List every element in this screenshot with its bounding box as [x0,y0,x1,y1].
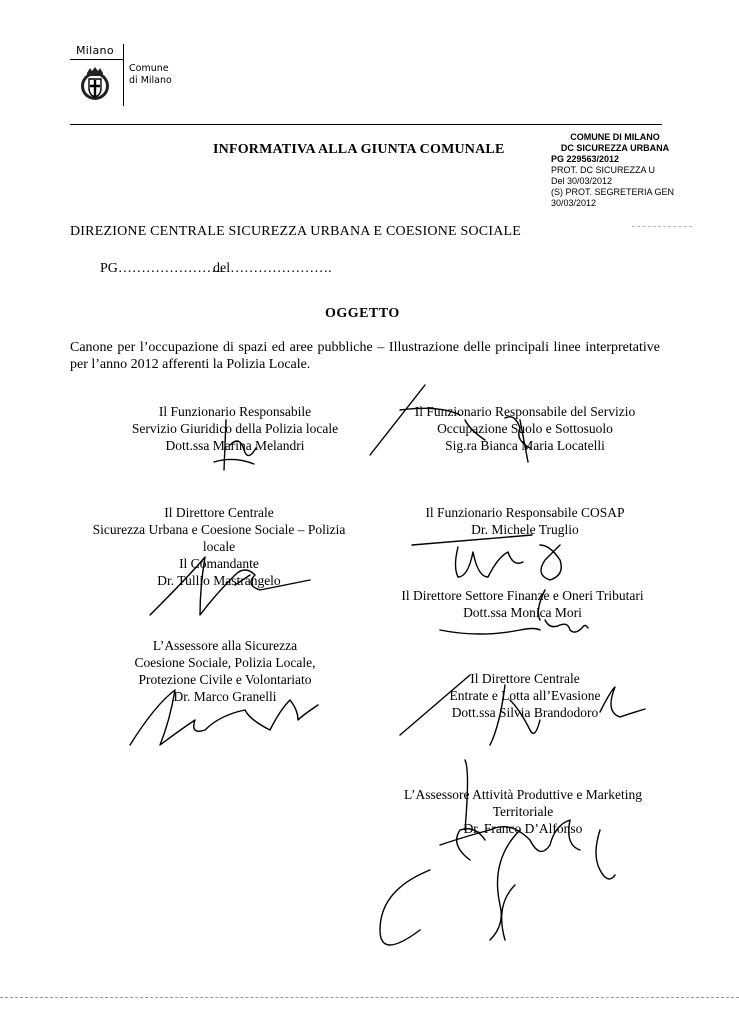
stamp-line: PROT. DC SICUREZZA U [551,165,656,175]
signatory-role: Il Direttore Centrale [164,505,274,520]
signature-melandri [214,420,256,470]
signatory-role: Il Funzionario Responsabile del Servizio [414,404,636,419]
signature-brandodoro [400,675,645,745]
signatory-name: Dr. Franco D’Alfonso [463,821,583,836]
signature-granelli [130,690,318,745]
signatory-name: Sig.ra Bianca Maria Locatelli [445,438,605,453]
signatory-role: Il Direttore Settore Finanze e Oneri Tributari [401,588,644,603]
signatory-name: Dr. Marco Granelli [173,689,277,704]
signatory-office: Sicurezza Urbana e Coesione Sociale – Polizia [92,522,346,537]
signature-dalfonso [380,760,615,945]
signatory-role: L’Assessore Attività Produttive e Marketing [404,787,642,802]
signature-locatelli [370,385,530,462]
signatory-office: Coesione Sociale, Polizia Locale, [134,655,316,670]
signatory-name: Dr. Michele Truglio [471,522,579,537]
page-bottom-edge [0,997,739,999]
signature-truglio [412,535,561,620]
department-heading: DIREZIONE CENTRALE SICUREZZA URBANA E COESIONE SOCIALE [70,224,522,239]
signatory-role: Il Funzionario Responsabile COSAP [425,505,625,520]
signatory-office: locale [202,539,236,554]
signatory-name: Dr. Tullio Mastrangelo [157,573,281,588]
signatory-office: Entrate e Lotta all’Evasione [449,688,601,703]
signatory-role: Il Direttore Centrale [470,671,580,686]
stamp-line: DC SICUREZZA URBANA [560,143,670,153]
signatory-role: L’Assessore alla Sicurezza [152,638,298,653]
stamp-line: Del 30/03/2012 [551,176,613,186]
pg-field: PG………………….. [100,261,223,276]
signature-mori [440,620,588,634]
signatory-title: Il Comandante [179,556,259,571]
signatory-name: Dott.ssa Marina Melandri [165,438,305,453]
logo-name-line2: di Milano [129,75,172,86]
stamp-line: (S) PROT. SEGRETERIA GEN [551,187,675,197]
signatory-office: Protezione Civile e Volontariato [138,672,312,687]
document-title: INFORMATIVA ALLA GIUNTA COMUNALE [213,142,505,157]
stamp-line: COMUNE DI MILANO [570,132,660,142]
date-field: del…………………. [213,261,332,276]
stamp-line: 30/03/2012 [551,198,597,208]
logo-name-line1: Comune [129,63,169,74]
signatory-office: Occupazione Suolo e Sottosuolo [437,421,613,436]
signatory-role: Il Funzionario Responsabile [158,404,312,419]
signatory-office: Servizio Giuridico della Polizia locale [131,421,339,436]
subject-heading: OGGETTO [325,306,400,321]
signatory-name: Dott.ssa Monica Mori [463,605,582,620]
stamp-line: PG 229563/2012 [551,154,620,164]
signatory-office: Territoriale [492,804,554,819]
signature-mastrangelo [150,557,310,615]
signatory-name: Dott.ssa Silvia Brandodoro [451,705,599,720]
subject-text: Canone per l’occupazione di spazi ed aree pubbliche – Illustrazione delle principali linee interpretative per l’anno 2012 afferenti la Polizia Locale. [70,340,660,372]
logo-city-name: Milano [76,44,114,57]
